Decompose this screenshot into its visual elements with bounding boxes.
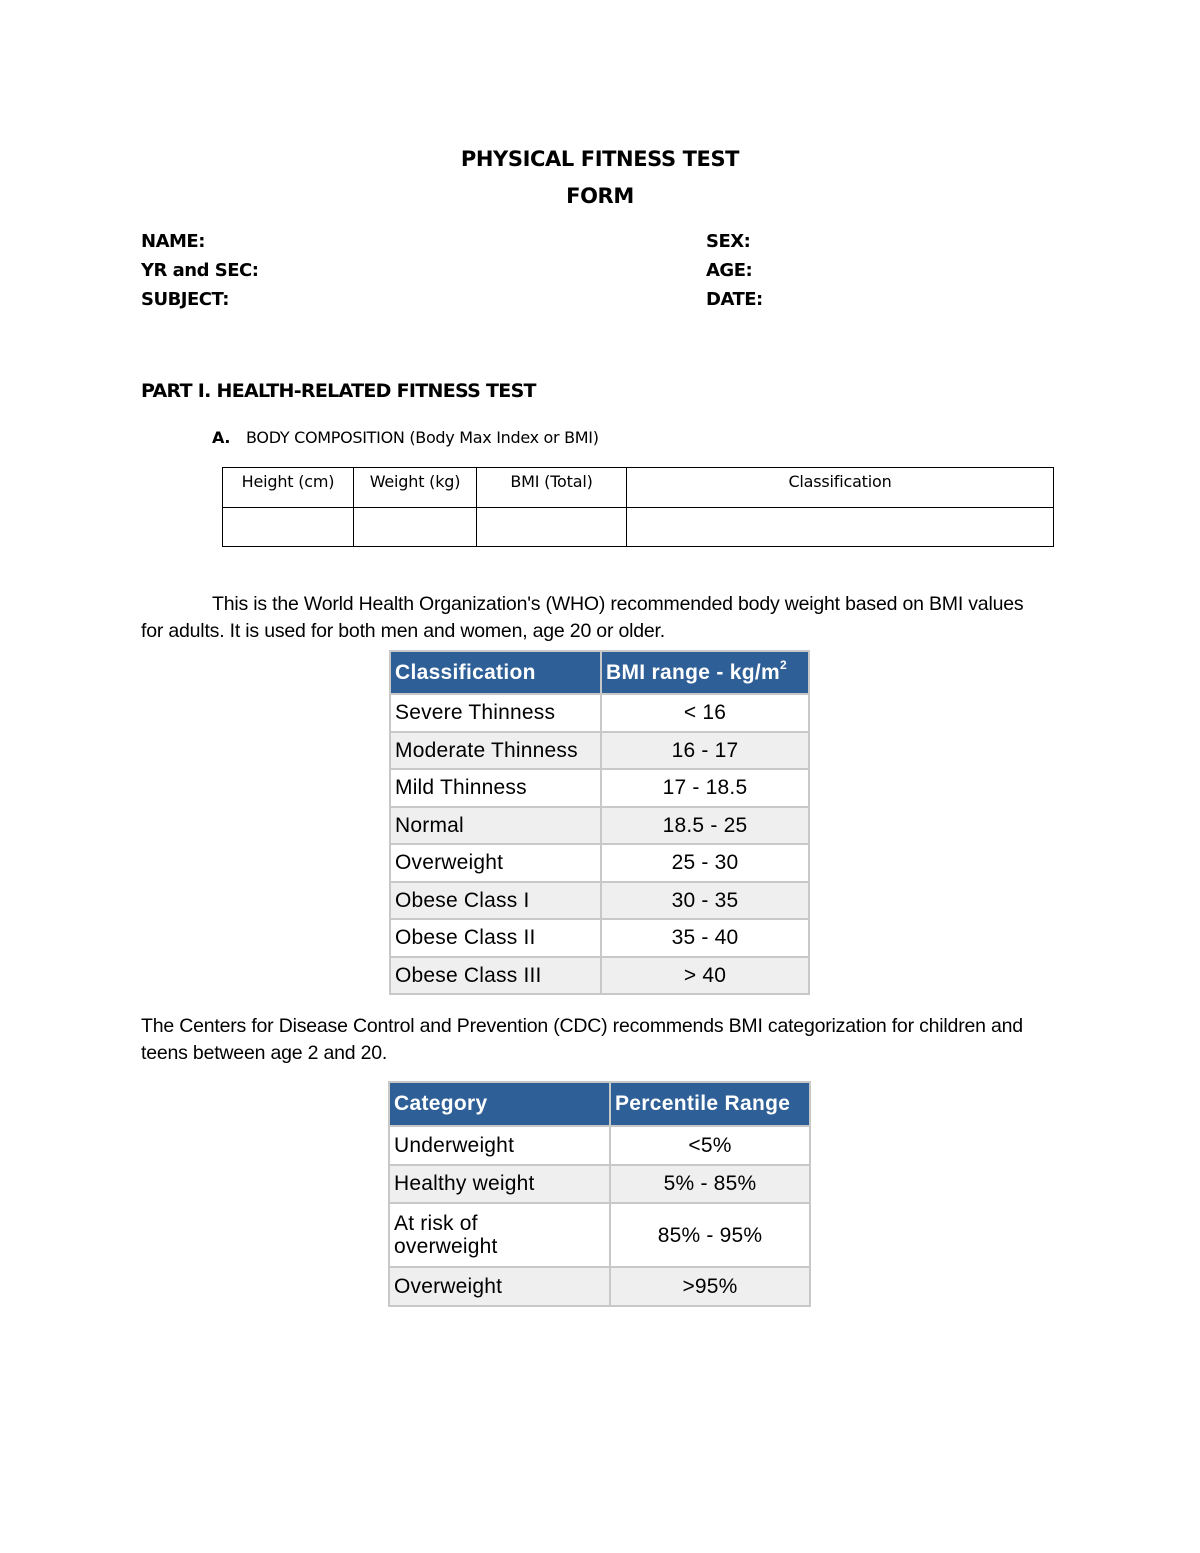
bmi-cell[interactable] [477,508,627,547]
table-row [389,1267,810,1306]
section-a-heading [212,428,599,447]
classification-cell: Obese Class III [390,957,601,995]
classification-header: Classification [627,468,1054,508]
category-cell [389,1203,610,1267]
table-row [389,1126,810,1165]
form-title: PHYSICAL FITNESS TEST [460,147,740,171]
classification-cell: Severe Thinness [390,694,601,732]
range-cell: 35 - 40 [601,919,809,957]
table-row [390,732,809,770]
cdc-paragraph: The Centers for Disease Control and Prevention (CDC) recommends BMI categorization for children and teens between age 2 and 20. [141,1015,1023,1064]
who-text: This is the World Health Organization's (WHO) recommended body weight based on BMI values for adults. It is used for both men and women, age 20 or older. [141,593,1024,642]
cdc-percentile-table [388,1081,811,1307]
who-paragraph [141,591,1041,645]
date-label: DATE: [706,289,763,310]
table-row [389,1165,810,1204]
range-cell: < 16 [601,694,809,732]
table-row [390,882,809,920]
table-row [390,807,809,845]
range-cell: 85% - 95% [610,1203,810,1267]
classification-cell: Normal [390,807,601,845]
classification-cell: Obese Class II [390,919,601,957]
part-heading: PART I. HEALTH-RELATED FITNESS TEST [141,380,536,402]
table-row [390,769,809,807]
form-title-line2: FORM [566,184,634,208]
weight-cell[interactable] [354,508,477,547]
bmi-header: BMI (Total) [477,468,627,508]
range-cell: 17 - 18.5 [601,769,809,807]
subject-label: SUBJECT: [141,289,229,310]
section-label: BODY COMPOSITION (Body Max Index or BMI) [246,428,599,447]
sex-label: SEX: [706,231,751,252]
table-row [390,957,809,995]
table-row [390,844,809,882]
range-cell: <5% [610,1126,810,1165]
weight-header: Weight (kg) [354,468,477,508]
classification-cell: Obese Class I [390,882,601,920]
classification-column-header: Classification [390,651,601,694]
category-cell: Underweight [389,1126,610,1165]
table-row [389,1203,810,1267]
range-cell: >95% [610,1267,810,1306]
age-label: AGE: [706,260,753,281]
range-cell: 25 - 30 [601,844,809,882]
height-cell[interactable] [223,508,354,547]
percentile-column-header: Percentile Range [610,1082,810,1126]
range-cell: 18.5 - 25 [601,807,809,845]
name-label: NAME: [141,231,205,252]
table-header-row [389,1082,810,1126]
category-cell: Healthy weight [389,1165,610,1204]
classification-cell[interactable] [627,508,1054,547]
bmi-range-header-text: BMI range - kg/m [606,661,780,684]
table-row [223,508,1054,547]
classification-cell: Overweight [390,844,601,882]
height-header: Height (cm) [223,468,354,508]
yr-sec-label: YR and SEC: [141,260,259,281]
table-row [390,919,809,957]
superscript: 2 [780,658,787,672]
range-cell: 16 - 17 [601,732,809,770]
classification-cell: Mild Thinness [390,769,601,807]
table-row [390,694,809,732]
category-column-header: Category [389,1082,610,1126]
range-cell: 30 - 35 [601,882,809,920]
body-composition-table [222,467,1054,547]
section-letter: A. [212,428,231,447]
range-cell: 5% - 85% [610,1165,810,1204]
who-bmi-table [389,650,810,995]
bmi-range-column-header [601,651,809,694]
range-cell: > 40 [601,957,809,995]
category-cell: Overweight [389,1267,610,1306]
classification-cell: Moderate Thinness [390,732,601,770]
table-header-row [223,468,1054,508]
category-text: At risk of overweight [394,1212,498,1258]
table-header-row [390,651,809,694]
